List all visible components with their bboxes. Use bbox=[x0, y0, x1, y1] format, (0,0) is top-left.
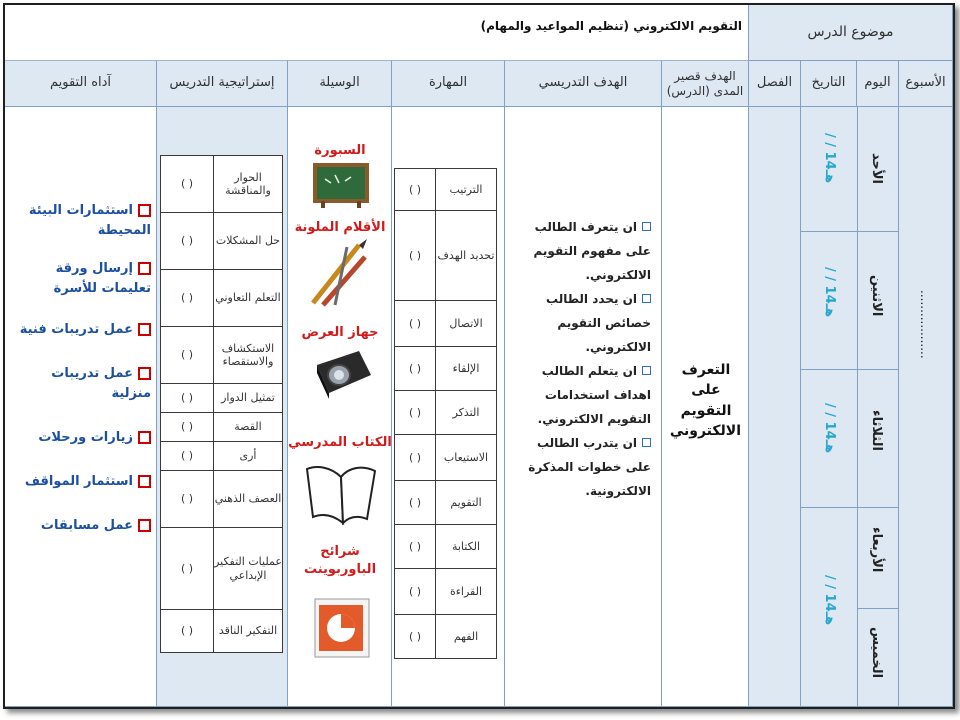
header-skill: المهارة bbox=[392, 61, 505, 107]
bullet-square-icon bbox=[642, 438, 651, 447]
title-cell bbox=[5, 5, 749, 61]
medium-powerpoint-label: شرائح الباوربوينت bbox=[303, 544, 377, 578]
goal-item: ان يتعرف الطالب على مفهوم التقويم الالكتروني. bbox=[533, 220, 651, 282]
header-week: الأسبوع bbox=[899, 61, 953, 107]
skill-check[interactable]: ( ) bbox=[395, 569, 436, 615]
medium-textbook-label: الكتاب المدرسي bbox=[288, 435, 392, 450]
skills-table bbox=[394, 168, 497, 659]
strategy-table bbox=[160, 155, 283, 653]
header-strategy: إستراتيجية التدريس bbox=[157, 61, 288, 107]
header-teaching-goal: الهدف التدريسي bbox=[505, 61, 662, 107]
date-day-divider bbox=[857, 107, 858, 707]
skill-label: تحديد الهدف bbox=[436, 211, 497, 301]
checkbox-icon[interactable] bbox=[138, 519, 151, 532]
checkbox-icon[interactable] bbox=[138, 323, 151, 336]
header-assessment: آداه التقويم bbox=[5, 61, 157, 107]
strategy-label: حل المشكلات bbox=[214, 213, 283, 270]
assessment-item: زيارات ورحلات bbox=[11, 428, 151, 448]
assessment-item: عمل مسابقات bbox=[11, 516, 151, 536]
checkbox-icon[interactable] bbox=[138, 367, 151, 380]
day-thursday: الخميس bbox=[869, 627, 884, 679]
topic-label: موضوع الدرس bbox=[749, 5, 953, 61]
checkbox-icon[interactable] bbox=[138, 204, 151, 217]
strategy-check[interactable]: ( ) bbox=[161, 610, 214, 653]
assessment-item: استثمارات البيئة المحيطة bbox=[28, 203, 151, 239]
skill-label: الكتابة bbox=[436, 525, 497, 569]
header-medium: الوسيلة bbox=[288, 61, 392, 107]
header-day: اليوم bbox=[857, 61, 899, 107]
projector-icon bbox=[311, 345, 375, 405]
strategy-label: أرى bbox=[214, 442, 283, 471]
lesson-plan-sheet bbox=[3, 3, 955, 709]
skill-label: الفهم bbox=[436, 615, 497, 659]
bullet-square-icon bbox=[642, 366, 651, 375]
week-dots: .................. bbox=[918, 290, 932, 359]
strategy-check[interactable]: ( ) bbox=[161, 413, 214, 442]
strategy-label: القصة bbox=[214, 413, 283, 442]
skill-check[interactable]: ( ) bbox=[395, 169, 436, 211]
colored-pens-icon bbox=[305, 237, 373, 309]
skill-check[interactable]: ( ) bbox=[395, 301, 436, 347]
assessment-item: إرسال ورقة تعليمات للأسرة bbox=[53, 261, 151, 297]
day-row-1 bbox=[801, 107, 899, 232]
lesson-title: التقويم الالكتروني (تنظيم المواعيد والمهام) bbox=[480, 19, 742, 33]
skill-label: الاستيعاب bbox=[436, 435, 497, 481]
skill-check[interactable]: ( ) bbox=[395, 391, 436, 435]
day-row-2 bbox=[801, 232, 899, 370]
strategy-check[interactable]: ( ) bbox=[161, 156, 214, 213]
strategy-label: عمليات التفكير الإبداعي bbox=[214, 528, 283, 610]
strategy-label: الاستكشاف والاستقصاء bbox=[214, 327, 283, 384]
skill-check[interactable]: ( ) bbox=[395, 435, 436, 481]
bullet-square-icon bbox=[642, 222, 651, 231]
goal-item: ان يتعلم الطالب اهداف استخدامات التقويم الالكتروني. bbox=[537, 364, 651, 426]
checkbox-icon[interactable] bbox=[138, 475, 151, 488]
bullet-square-icon bbox=[642, 294, 651, 303]
header-short-goal: الهدف قصير المدى (الدرس) bbox=[662, 61, 749, 107]
teaching-goals-list bbox=[511, 215, 651, 503]
skill-label: الاتصال bbox=[436, 301, 497, 347]
day-sunday: الأحد bbox=[869, 153, 884, 185]
checkbox-icon[interactable] bbox=[138, 262, 151, 275]
medium-projector-label: جهاز العرض bbox=[301, 325, 379, 340]
medium-pens-label: الأقلام الملونة bbox=[294, 220, 386, 235]
header-class: الفصل bbox=[749, 61, 801, 107]
blackboard-icon bbox=[311, 161, 371, 209]
strategy-label: الحوار والمناقشة bbox=[214, 156, 283, 213]
day-monday: الاثنين bbox=[869, 275, 884, 317]
skill-check[interactable]: ( ) bbox=[395, 481, 436, 525]
strategy-label: العصف الذهني bbox=[214, 471, 283, 528]
skill-check[interactable]: ( ) bbox=[395, 615, 436, 659]
strategy-label: التفكير الناقد bbox=[214, 610, 283, 653]
strategy-check[interactable]: ( ) bbox=[161, 270, 214, 327]
day-row-3 bbox=[801, 370, 899, 508]
day-wednesday: الأربعاء bbox=[869, 527, 884, 573]
skill-label: التذكر bbox=[436, 391, 497, 435]
assessment-item: عمل تدريبات منزلية bbox=[51, 365, 151, 401]
day-tuesday: الثلاثاء bbox=[869, 410, 884, 451]
date-1: / / 14هـ bbox=[822, 133, 837, 184]
strategy-check[interactable]: ( ) bbox=[161, 442, 214, 471]
strategy-check[interactable]: ( ) bbox=[161, 471, 214, 528]
week-column bbox=[899, 107, 953, 707]
class-column bbox=[749, 107, 801, 707]
short-goal-text: التعرف على التقويم الالكتروني bbox=[669, 362, 741, 439]
strategy-check[interactable]: ( ) bbox=[161, 327, 214, 384]
skill-check[interactable]: ( ) bbox=[395, 211, 436, 301]
strategy-label: التعلم التعاوني bbox=[214, 270, 283, 327]
skill-check[interactable]: ( ) bbox=[395, 347, 436, 391]
date-3: / / 14هـ bbox=[822, 403, 837, 454]
strategy-check[interactable]: ( ) bbox=[161, 384, 214, 413]
assessment-item: استثمار المواقف bbox=[11, 472, 151, 492]
skill-label: الإلقاء bbox=[436, 347, 497, 391]
header-date: التاريخ bbox=[801, 61, 857, 107]
checkbox-icon[interactable] bbox=[138, 431, 151, 444]
strategy-check[interactable]: ( ) bbox=[161, 213, 214, 270]
assessment-list bbox=[11, 201, 151, 536]
goal-item: ان يحدد الطالب خصائص التقويم الالكتروني. bbox=[546, 292, 651, 354]
open-book-icon bbox=[303, 457, 379, 531]
skill-label: التقويم bbox=[436, 481, 497, 525]
skill-label: القراءة bbox=[436, 569, 497, 615]
assessment-item: عمل تدريبات فنية bbox=[11, 320, 151, 340]
goal-item: ان يتدرب الطالب على خطوات المذكرة الالكترونية. bbox=[528, 436, 651, 498]
date-2: / / 14هـ bbox=[822, 267, 837, 318]
medium-blackboard-label: السبورة bbox=[314, 143, 366, 158]
date-4: / / 14هـ bbox=[822, 575, 837, 626]
strategy-check[interactable]: ( ) bbox=[161, 528, 214, 610]
strategy-label: تمثيل الدوار bbox=[214, 384, 283, 413]
skill-check[interactable]: ( ) bbox=[395, 525, 436, 569]
skill-label: الترتيب bbox=[436, 169, 497, 211]
day-5-divider bbox=[858, 608, 899, 609]
powerpoint-icon bbox=[311, 595, 373, 661]
